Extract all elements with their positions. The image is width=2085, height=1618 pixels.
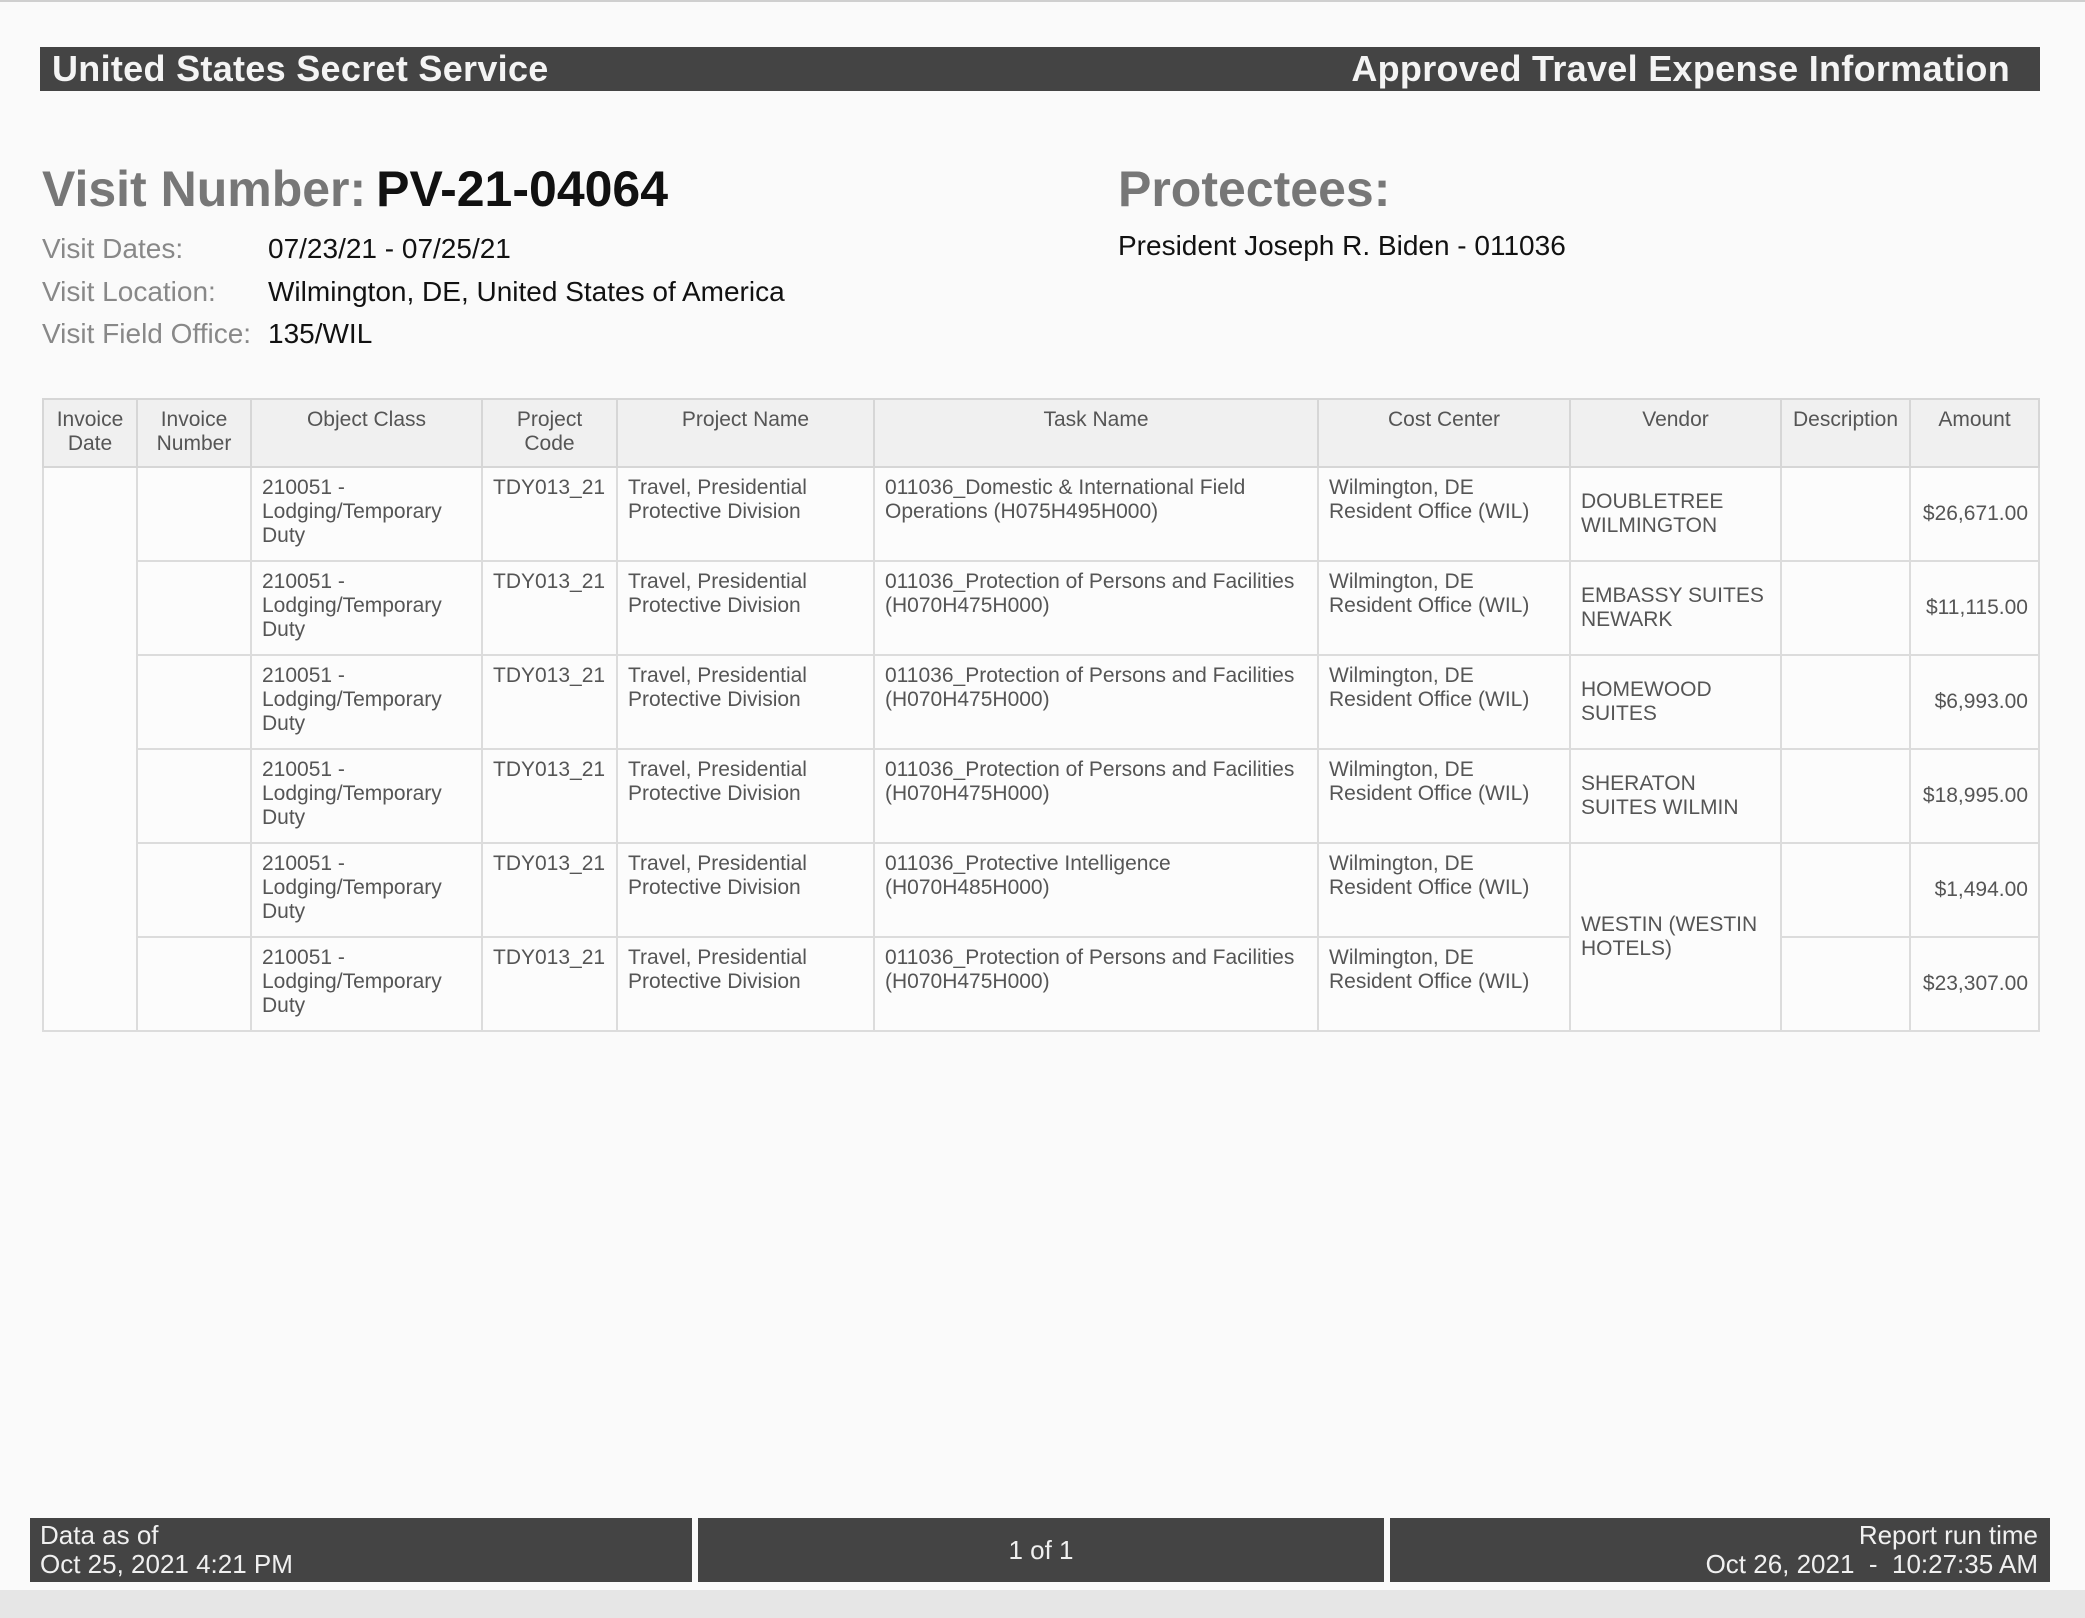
amount-cell: $6,993.00 — [1910, 655, 2039, 749]
object-class-cell: 210051 - Lodging/Temporary Duty — [251, 561, 482, 655]
vendor-cell: HOMEWOOD SUITES — [1570, 655, 1781, 749]
description-cell — [1781, 937, 1910, 1031]
agency-name: United States Secret Service — [52, 48, 549, 89]
cost-center-cell: Wilmington, DE Resident Office (WIL) — [1318, 937, 1570, 1031]
description-cell — [1781, 467, 1910, 561]
cost-center-cell: Wilmington, DE Resident Office (WIL) — [1318, 843, 1570, 937]
description-cell — [1781, 655, 1910, 749]
task-name-cell: 011036_Protection of Persons and Facilities (H070H475H000) — [874, 655, 1318, 749]
vendor-cell: EMBASSY SUITES NEWARK — [1570, 561, 1781, 655]
report-header-bar — [40, 47, 2040, 91]
visit-number-heading — [42, 160, 668, 218]
vendor-cell: WESTIN (WESTIN HOTELS) — [1570, 843, 1781, 1031]
visit-field-office-row — [42, 318, 372, 350]
run-time-label: Report run time — [1858, 1520, 2038, 1550]
data-as-of-label: Data as of — [40, 1520, 159, 1550]
description-cell — [1781, 843, 1910, 937]
project-code-cell: TDY013_21 — [482, 937, 617, 1031]
column-header: Object Class — [251, 399, 482, 467]
object-class-cell: 210051 - Lodging/Temporary Duty — [251, 937, 482, 1031]
task-name-cell: 011036_Protection of Persons and Facilities (H070H475H000) — [874, 561, 1318, 655]
visit-location: Wilmington, DE, United States of America — [268, 276, 785, 307]
task-name-cell: 011036_Domestic & International Field Operations (H075H495H000) — [874, 467, 1318, 561]
top-border — [0, 0, 2085, 2]
task-name-cell: 011036_Protection of Persons and Facilities (H070H475H000) — [874, 749, 1318, 843]
amount-cell: $26,671.00 — [1910, 467, 2039, 561]
project-code-cell: TDY013_21 — [482, 561, 617, 655]
column-header: Amount — [1910, 399, 2039, 467]
project-code-cell: TDY013_21 — [482, 655, 617, 749]
project-name-cell: Travel, Presidential Protective Division — [617, 937, 874, 1031]
vendor-cell: SHERATON SUITES WILMIN — [1570, 749, 1781, 843]
visit-number-label: Visit Number: — [42, 161, 367, 217]
task-name-cell: 011036_Protective Intelligence (H070H485H000) — [874, 843, 1318, 937]
column-header: Project Name — [617, 399, 874, 467]
amount-cell: $23,307.00 — [1910, 937, 2039, 1031]
object-class-cell: 210051 - Lodging/Temporary Duty — [251, 655, 482, 749]
amount-cell: $1,494.00 — [1910, 843, 2039, 937]
cost-center-cell: Wilmington, DE Resident Office (WIL) — [1318, 655, 1570, 749]
visit-number: PV-21-04064 — [376, 161, 669, 217]
visit-location-label: Visit Location: — [42, 276, 216, 307]
run-time-value: Oct 26, 2021 - 10:27:35 AM — [1705, 1549, 2038, 1579]
cost-center-cell: Wilmington, DE Resident Office (WIL) — [1318, 749, 1570, 843]
cost-center-cell: Wilmington, DE Resident Office (WIL) — [1318, 561, 1570, 655]
visit-dates-row — [42, 233, 511, 265]
invoice-number-cell — [137, 467, 251, 561]
invoice-number-cell — [137, 561, 251, 655]
object-class-cell: 210051 - Lodging/Temporary Duty — [251, 467, 482, 561]
column-header: Vendor — [1570, 399, 1781, 467]
table-row — [43, 561, 2039, 655]
vendor-cell: DOUBLETREE WILMINGTON — [1570, 467, 1781, 561]
amount-cell: $18,995.00 — [1910, 749, 2039, 843]
project-name-cell: Travel, Presidential Protective Division — [617, 467, 874, 561]
project-code-cell: TDY013_21 — [482, 843, 617, 937]
column-header: Project Code — [482, 399, 617, 467]
footer-data-as-of — [30, 1518, 692, 1582]
invoice-number-cell — [137, 937, 251, 1031]
column-header: Task Name — [874, 399, 1318, 467]
description-cell — [1781, 561, 1910, 655]
data-as-of-value: Oct 25, 2021 4:21 PM — [40, 1549, 293, 1579]
report-title: Approved Travel Expense Information — [1351, 48, 2010, 89]
visit-field-office: 135/WIL — [268, 318, 373, 349]
project-name-cell: Travel, Presidential Protective Division — [617, 655, 874, 749]
task-name-cell: 011036_Protection of Persons and Facilities (H070H475H000) — [874, 937, 1318, 1031]
column-header: Invoice Number — [137, 399, 251, 467]
cost-center-cell: Wilmington, DE Resident Office (WIL) — [1318, 467, 1570, 561]
project-code-cell: TDY013_21 — [482, 467, 617, 561]
column-header: Invoice Date — [43, 399, 137, 467]
invoice-number-cell — [137, 655, 251, 749]
table-row — [43, 467, 2039, 561]
amount-cell: $11,115.00 — [1910, 561, 2039, 655]
project-name-cell: Travel, Presidential Protective Division — [617, 843, 874, 937]
project-name-cell: Travel, Presidential Protective Division — [617, 749, 874, 843]
page-bottom-edge — [0, 1590, 2085, 1618]
expense-table — [42, 398, 2040, 1032]
invoice-number-cell — [137, 749, 251, 843]
table-row — [43, 655, 2039, 749]
table-row — [43, 749, 2039, 843]
visit-location-row — [42, 276, 785, 308]
invoice-date-cell — [43, 467, 137, 1031]
protectee-name: President Joseph R. Biden - 011036 — [1118, 230, 1566, 261]
visit-dates: 07/23/21 - 07/25/21 — [268, 233, 511, 264]
column-header: Cost Center — [1318, 399, 1570, 467]
project-code-cell: TDY013_21 — [482, 749, 617, 843]
project-name-cell: Travel, Presidential Protective Division — [617, 561, 874, 655]
visit-dates-label: Visit Dates: — [42, 233, 184, 264]
visit-field-office-label: Visit Field Office: — [42, 318, 252, 349]
invoice-number-cell — [137, 843, 251, 937]
table-row — [43, 843, 2039, 937]
footer-run-time — [1390, 1518, 2050, 1582]
column-header: Description — [1781, 399, 1910, 467]
page-number: 1 of 1 — [1008, 1534, 1074, 1565]
protectees-heading: Protectees: — [1118, 161, 1391, 217]
footer-page-indicator — [698, 1518, 1384, 1582]
description-cell — [1781, 749, 1910, 843]
table-header-row — [43, 399, 2039, 467]
object-class-cell: 210051 - Lodging/Temporary Duty — [251, 843, 482, 937]
object-class-cell: 210051 - Lodging/Temporary Duty — [251, 749, 482, 843]
